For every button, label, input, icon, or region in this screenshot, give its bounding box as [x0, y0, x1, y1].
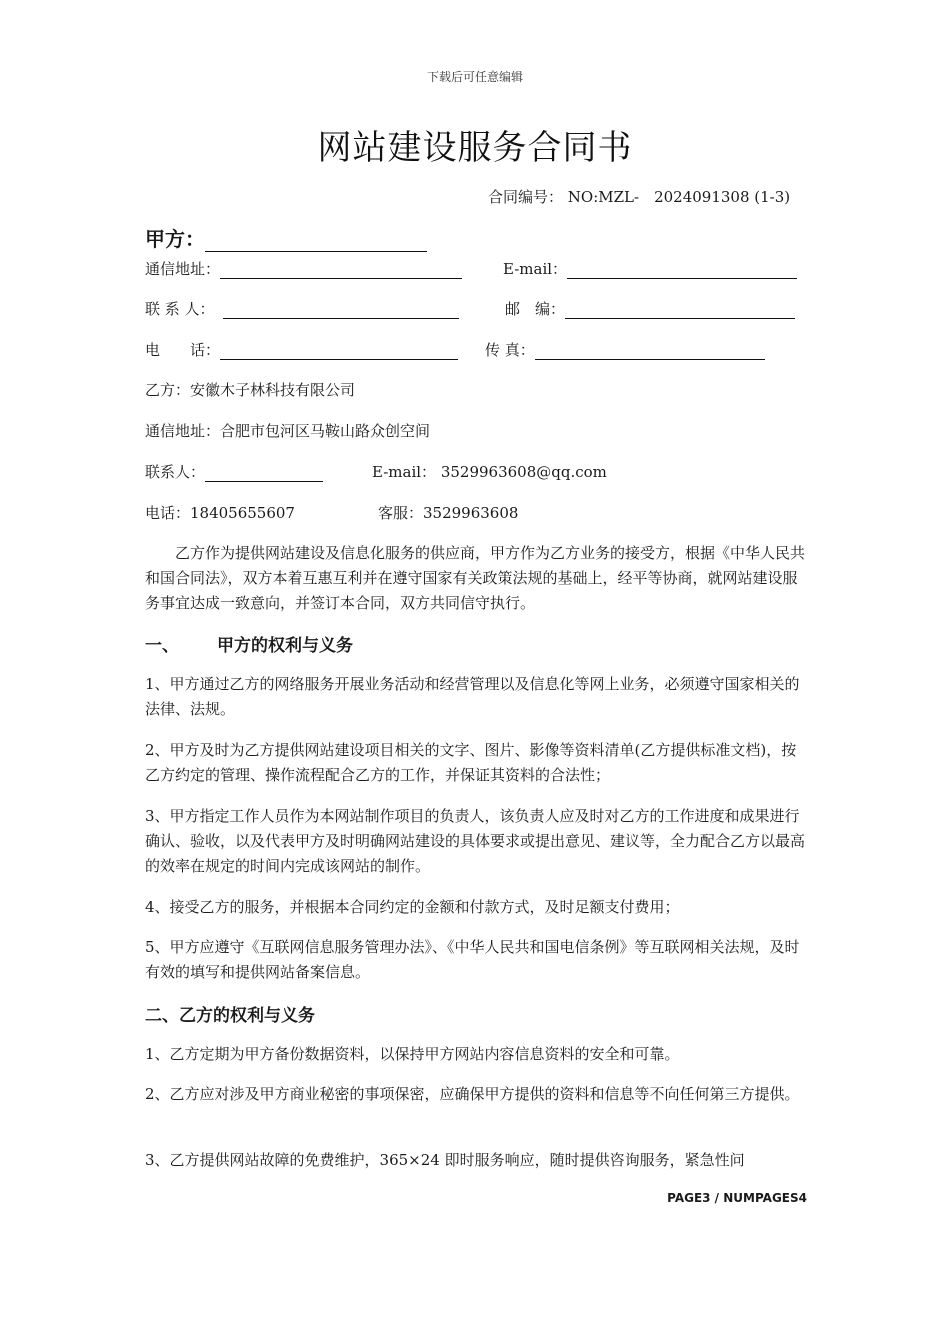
party-a-postcode-blank[interactable]	[565, 300, 795, 319]
party-b-email: E-mail： 3529963608@qq.com	[372, 463, 607, 481]
section-1-heading	[145, 631, 353, 656]
party-a-email-row	[503, 258, 797, 279]
party-a-fax-label: 传 真：	[485, 341, 535, 359]
party-a-phone-label: 电 话：	[145, 341, 221, 359]
section-1-item: 5、甲方应遵守《互联网信息服务管理办法》、《中华人民共和国电信条例》等互联网相关法规，及时有效的填写和提供网站备案信息。	[145, 938, 800, 981]
document-title: 网站建设服务合同书	[317, 128, 633, 168]
party-a-fax-row	[485, 339, 765, 360]
party-a-postcode-row	[505, 298, 795, 319]
party-a-phone-blank[interactable]	[220, 341, 458, 360]
party-b-phone: 电话：18405655607	[145, 504, 295, 522]
section-1-item: 2、甲方及时为乙方提供网站建设项目相关的文字、图片、影像等资料清单(乙方提供标准文档)，按乙方约定的管理、操作流程配合乙方的工作，并保证其资料的合法性；	[145, 741, 797, 784]
contract-number-label: 合同编号：	[488, 188, 564, 206]
party-b-contact-row	[145, 461, 323, 482]
party-a-address-label: 通信地址：	[145, 260, 221, 278]
party-b-service: 客服：3529963608	[378, 504, 519, 522]
section-2-item: 3、乙方提供网站故障的免费维护，365×24 即时服务响应，随时提供咨询服务，紧急性问	[145, 1151, 745, 1169]
section-2-item: 2、乙方应对涉及甲方商业秘密的事项保密，应确保甲方提供的资料和信息等不向任何第三方提供。	[145, 1085, 800, 1103]
party-a-heading: 甲方：	[145, 223, 427, 252]
party-a-contact-label: 联 系 人：	[145, 300, 215, 318]
intro-paragraph: 乙方作为提供网站建设及信息化服务的供应商，甲方作为乙方业务的接受方，根据《中华人民共和国合同法》，双方本着互惠互利并在遵守国家有关政策法规的基础上，经平等协商，就网站建设服务事宜达成一致意向，并签订本合同，双方共同信守执行。	[145, 544, 806, 612]
party-b-contact-label: 联系人：	[145, 463, 206, 481]
party-b-contact-blank[interactable]	[205, 463, 323, 482]
party-a-email-label: E-mail：	[503, 260, 568, 278]
section-1-item: 4、接受乙方的服务，并根据本合同约定的金额和付款方式，及时足额支付费用；	[145, 898, 680, 916]
party-a-name-blank[interactable]	[205, 229, 427, 252]
party-a-contact-row	[145, 298, 459, 319]
party-a-address-row	[145, 258, 462, 279]
party-b-name: 乙方：安徽木子林科技有限公司	[145, 381, 356, 399]
party-a-phone-row	[145, 339, 458, 360]
party-b-address: 通信地址：合肥市包河区马鞍山路众创空间	[145, 422, 431, 440]
party-a-address-blank[interactable]	[220, 260, 462, 279]
contract-number	[488, 186, 790, 207]
section-2-item: 1、乙方定期为甲方备份数据资料，以保持甲方网站内容信息资料的安全和可靠。	[145, 1045, 680, 1063]
party-a-email-blank[interactable]	[567, 260, 797, 279]
section-2-heading: 二、乙方的权利与义务	[145, 1006, 315, 1026]
party-a-fax-blank[interactable]	[535, 341, 765, 360]
page-number: PAGE3 / NUMPAGES4	[667, 1191, 807, 1205]
section-1-item: 1、甲方通过乙方的网络服务开展业务活动和经营管理以及信息化等网上业务，必须遵守国家相关的法律、法规。	[145, 675, 800, 718]
party-a-contact-blank[interactable]	[223, 300, 459, 319]
party-a-postcode-label: 邮 编：	[505, 300, 566, 318]
header-note: 下载后可任意编辑	[426, 70, 523, 84]
section-1-item: 3、甲方指定工作人员作为本网站制作项目的负责人，该负责人应及时对乙方的工作进度和成果进行确认、验收，以及代表甲方及时明确网站建设的具体要求或提出意见、建议等，全力配合乙方以最高的效率在规定的时间内完成该网站的制作。	[145, 807, 806, 875]
section-1-title: 甲方的权利与义务	[217, 636, 353, 656]
section-1-number: 一、	[145, 636, 179, 656]
contract-number-value: NO:MZL- 2024091308 (1-3)	[567, 188, 791, 206]
